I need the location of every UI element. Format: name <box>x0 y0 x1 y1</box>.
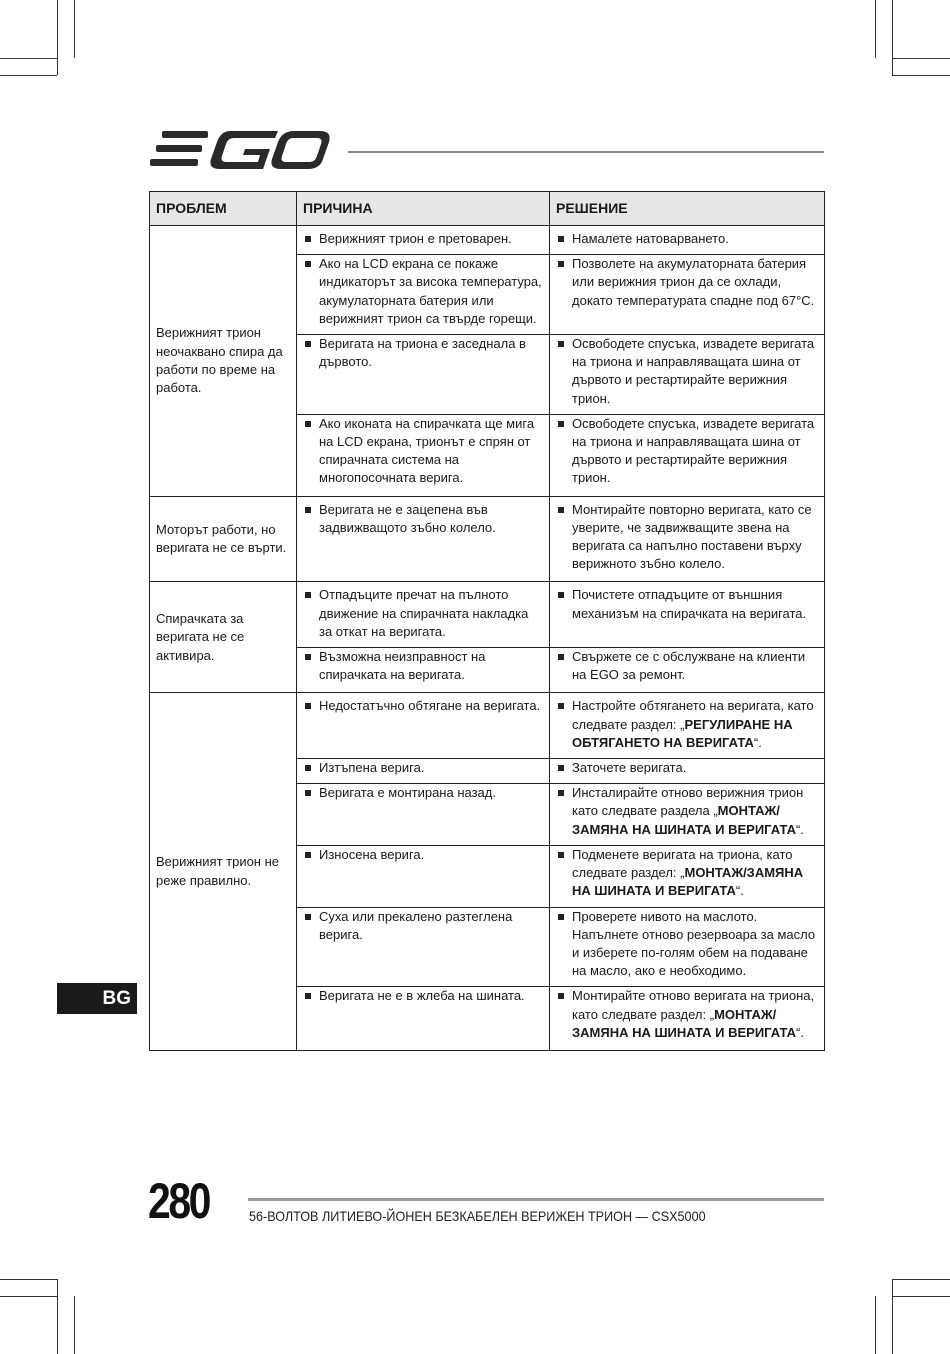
problem-cell: Верижният трион не реже правилно. <box>150 693 297 1050</box>
bullet-icon <box>558 236 564 242</box>
cause-text: Изтъпена верига. <box>319 760 425 776</box>
solution-cell <box>550 784 825 846</box>
header-rule <box>348 151 824 153</box>
solution-text: Настройте обтягането на веригата, като следвате раздел: „ <box>572 698 814 732</box>
solution-cell <box>550 648 825 693</box>
crop-mark <box>892 1279 950 1280</box>
bullet-icon <box>558 341 564 347</box>
table-row <box>150 582 825 648</box>
crop-mark <box>892 0 893 75</box>
bullet-icon <box>558 914 564 920</box>
bullet-icon <box>305 236 311 242</box>
cause-cell <box>297 759 550 784</box>
solution-cell <box>550 759 825 784</box>
solution-cell <box>550 987 825 1051</box>
solution-text: Монтирайте повторно веригата, като се уверите, че задвижващите звена на веригата са напълно поставени върху верижното зъбно колело. <box>572 501 812 572</box>
solution-cell <box>550 582 825 648</box>
solution-text: Свържете се с обслужване на клиенти на EGO за ремонт. <box>572 649 806 683</box>
cause-text: Недостатъчно обтягане на веригата. <box>319 698 541 714</box>
page-number: 280 <box>148 1173 210 1229</box>
cause-cell <box>297 845 550 907</box>
bullet-icon <box>558 261 564 267</box>
cause-text: Ако иконата на спирачката ще мига на LCD екрана, трионът е спрян от спирачната система на многопосочната верига. <box>319 415 535 486</box>
ego-logo <box>148 128 333 172</box>
cause-cell <box>297 255 550 335</box>
header-cause: ПРИЧИНА <box>297 192 550 226</box>
bullet-icon <box>305 765 311 771</box>
solution-cell <box>550 496 825 582</box>
solution-tail: “. <box>795 1024 804 1040</box>
cause-cell <box>297 987 550 1051</box>
bullet-icon <box>305 703 311 709</box>
bullet-icon <box>305 993 311 999</box>
table-header-row <box>150 192 825 226</box>
bullet-icon <box>558 592 564 598</box>
solution-text: Проверете нивото на маслото. Напълнете отново резервоара за масло и изберете по-голям обем на подаване на масло, ако е необходимо. <box>572 908 816 979</box>
solution-text: Инсталирайте отново верижния трион като следвате раздела „ <box>572 785 804 819</box>
bullet-icon <box>305 507 311 513</box>
solution-cell <box>550 907 825 987</box>
crop-mark <box>0 75 57 76</box>
cause-text: Възможна неизправност на спирачката на веригата. <box>319 649 486 683</box>
crop-mark <box>875 0 876 58</box>
problem-cell: Верижният трион неочаквано спира да работи по време на работа. <box>150 226 297 497</box>
solution-cell <box>550 414 825 496</box>
solution-cell <box>550 335 825 415</box>
bullet-icon <box>305 654 311 660</box>
solution-cell <box>550 255 825 335</box>
section-reference: МОНТАЖ/ЗАМЯНА НА ШИНАТА И ВЕРИГАТА <box>572 803 796 837</box>
solution-text: Монтирайте отново веригата на триона, като следвате раздел: „ <box>572 988 815 1022</box>
crop-mark <box>0 1279 57 1280</box>
troubleshooting-table <box>149 191 825 1051</box>
bullet-icon <box>558 993 564 999</box>
footer-title: 56-ВОЛТОВ ЛИТИЕВО-ЙОНЕН БЕЗКАБЕЛЕН ВЕРИЖЕН ТРИОН — CSX5000 <box>249 1208 706 1224</box>
section-reference: МОНТАЖ/ЗАМЯНА НА ШИНАТА И ВЕРИГАТА <box>572 865 804 899</box>
bullet-icon <box>558 507 564 513</box>
solution-text: Почистете отпадъците от външния механизъм на спирачката на веригата. <box>572 587 807 621</box>
bullet-icon <box>558 703 564 709</box>
cause-text: Веригата на триона е заседнала в дървото. <box>319 336 526 370</box>
bullet-icon <box>305 261 311 267</box>
bullet-icon <box>558 790 564 796</box>
bullet-icon <box>305 790 311 796</box>
header-problem: ПРОБЛЕМ <box>150 192 297 226</box>
cause-text: Суха или прекалено разтеглена верига. <box>319 908 513 942</box>
crop-mark <box>875 1296 876 1354</box>
table-row <box>150 693 825 759</box>
cause-cell <box>297 693 550 759</box>
cause-text: Ако на LCD екрана се покаже индикаторът за висока температура, акумулаторната батерия или верижният трион са твърде горещи. <box>319 256 542 326</box>
footer-rule <box>248 1198 824 1201</box>
bullet-icon <box>305 421 311 427</box>
cause-cell <box>297 784 550 846</box>
cause-text: Износена верига. <box>319 846 425 862</box>
bullet-icon <box>558 421 564 427</box>
header-solution: РЕШЕНИЕ <box>550 192 825 226</box>
crop-mark <box>57 1279 58 1354</box>
crop-mark <box>0 1296 57 1297</box>
solution-cell <box>550 845 825 907</box>
cause-cell <box>297 335 550 415</box>
crop-mark <box>892 75 950 76</box>
cause-cell <box>297 496 550 582</box>
bullet-icon <box>305 341 311 347</box>
crop-mark <box>74 1296 75 1354</box>
crop-mark <box>892 58 950 59</box>
crop-mark <box>892 1279 893 1354</box>
solution-tail: “. <box>795 821 804 837</box>
bullet-icon <box>305 852 311 858</box>
problem-cell: Моторът работи, но веригата не се върти. <box>150 496 297 582</box>
crop-mark <box>892 1296 950 1297</box>
bullet-icon <box>305 592 311 598</box>
cause-text: Веригата не е зацепена във задвижващото зъбно колело. <box>319 501 496 535</box>
solution-cell <box>550 693 825 759</box>
cause-text: Веригата е монтирана назад. <box>319 785 496 801</box>
solution-text: Позволете на акумулаторната батерия или верижния трион да се охлади, докато температурата спадне под 67°C. <box>572 256 815 308</box>
section-reference: МОНТАЖ/ ЗАМЯНА НА ШИНАТА И ВЕРИГАТА <box>572 1006 796 1040</box>
bullet-icon <box>558 765 564 771</box>
cause-cell <box>297 648 550 693</box>
solution-text: Освободете спусъка, извадете веригата на триона и направляващата шина от дървото и рестартирайте верижния трион. <box>572 415 815 486</box>
section-reference: РЕГУЛИРАНЕ НА ОБТЯГАНЕТО НА ВЕРИГАТА <box>572 716 793 750</box>
language-tab: BG <box>57 983 137 1014</box>
cause-cell <box>297 414 550 496</box>
crop-mark <box>57 0 58 75</box>
solution-tail: “. <box>735 883 744 899</box>
problem-cell: Спирачката за веригата не се активира. <box>150 582 297 693</box>
solution-text: Заточете веригата. <box>572 760 687 776</box>
solution-text: Освободете спусъка, извадете веригата на триона и направляващата шина от дървото и рестартирайте верижния трион. <box>572 336 815 406</box>
crop-mark <box>74 0 75 58</box>
bullet-icon <box>305 914 311 920</box>
solution-text: Намалете натоварването. <box>572 231 729 246</box>
cause-text: Веригата не е в жлеба на шината. <box>319 988 525 1004</box>
cause-cell <box>297 907 550 987</box>
solution-tail: “. <box>753 734 762 750</box>
cause-text: Верижният трион е претоварен. <box>319 231 512 246</box>
bullet-icon <box>558 654 564 660</box>
table-row <box>150 226 825 255</box>
cause-cell <box>297 226 550 255</box>
crop-mark <box>0 58 57 59</box>
solution-text: Подменете веригата на триона, като следвате раздел: „ <box>572 846 793 881</box>
solution-cell <box>550 226 825 255</box>
cause-text: Отпадъците пречат на пълното движение на спирачната накладка за откат на веригата. <box>319 587 529 639</box>
bullet-icon <box>558 852 564 858</box>
table-row <box>150 496 825 582</box>
cause-cell <box>297 582 550 648</box>
